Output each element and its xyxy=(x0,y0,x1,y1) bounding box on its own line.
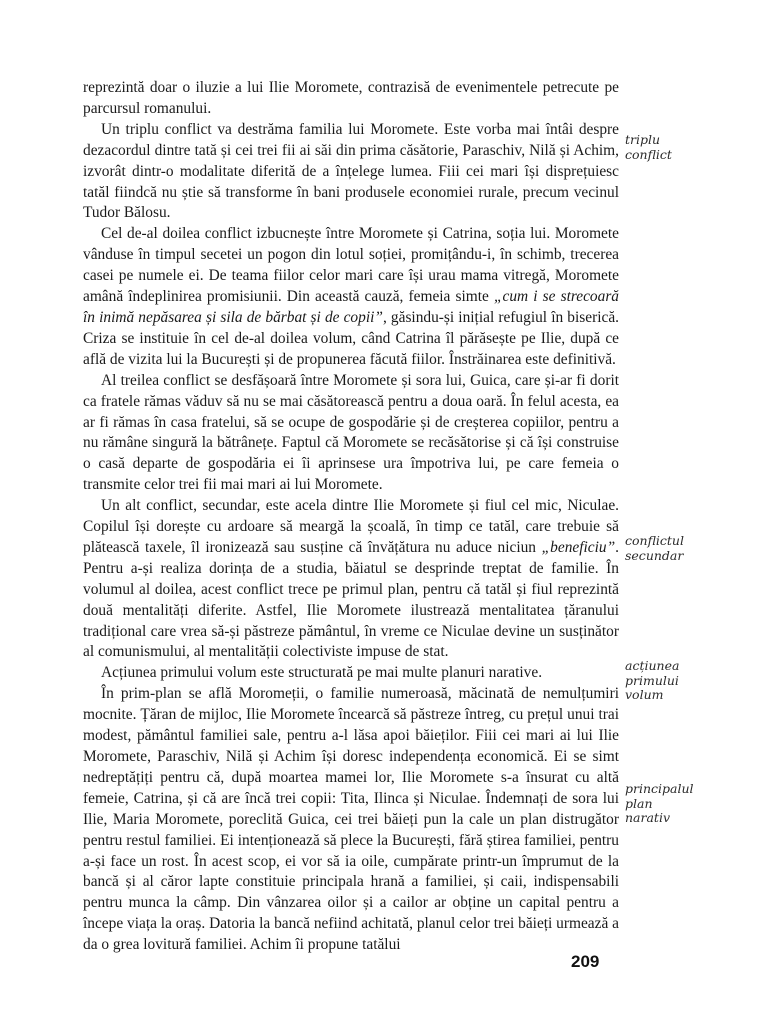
paragraph-continuation: reprezintă doar o iluzie a lui Ilie Moromete, contrazisă de evenimentele petrecute pe parcursul romanului. xyxy=(83,79,619,117)
margin-note-line: plan xyxy=(625,795,653,811)
paragraph-main-plan: În prim-plan se află Moromeții, o familie numeroasă, măcinată de nemulțumiri mocnite. Țăran de mijloc, Ilie Moromete încearcă să păstreze întreg, cu prețul unui trai modest, pământul familiei sale, pentru a-l lăsa apoi băieților. Fiii cei mari ai lui Ilie Moromete, Paraschiv, Nilă și Achim își doresc independența economică. Ei se simt nedreptățiți pentru că, după moartea mamei lor, Ilie Moromete s-a însurat cu altă femeie, Catrina, și că are încă trei copii: Tita, Ilinca și Niculae. Îndemnați de sora lui Ilie, Maria Moromete, poreclită Guica, cei trei băieți pun la cale un plan distrugător pentru restul familiei. Ei intenționează să plece la București, fără știrea familiei, pentru a-și face un rost. În acest scop, ei vor să ia oile, cumpărate printr-un împrumut de la bancă și al căror lapte constituie principala hrană a familiei, și caii, indispensabili pentru munca la câmp. Din vânzarea oilor și a cailor ar obține un capital pentru a începe viața la oraș. Datoria la bancă nefiind achitată, planul celor trei băieți urmează a da o grea lovitură familiei. Achim îi propune tatălui xyxy=(83,685,619,954)
paragraph-third-conflict: Al treilea conflict se desfășoară între Moromete și sora lui, Guica, care și-ar fi dorit ca fratele rămas văduv să nu se mai căsătorească pentru a doua oară. În felul acesta, ea ar fi rămas în casa fratelui, să se ocupe de gospodărie și de creșterea copiilor, pentru a nu rămâne singură la bătrânețe. Faptul că Moromete se recăsătorise și că își construise o casă departe de gospodăria ei îi aprinsese ura împotriva lui, pe care femeia o transmite celor trei fii mai mari ai lui Moromete. xyxy=(83,371,619,494)
paragraph-second-conflict xyxy=(83,224,619,370)
margin-note-line: principalul xyxy=(625,781,694,796)
margin-note-triplu-conflict xyxy=(625,133,735,162)
paragraph-text: Cel de-al doilea conflict izbucnește între Moromete și Catrina, soția lui. Moromete vânduse în timpul secetei un pogon din lotul soției, promițându-i, în schimb, trecerea casei pe numele ei. De teama fiilor celor mari care își urau mama vitregă, Moromete amână îndeplinirea promisiunii. Din această cauză, femeia simte xyxy=(83,225,619,306)
body-text xyxy=(83,78,619,956)
page-number: 209 xyxy=(571,952,600,971)
margin-note-line: conflictul xyxy=(625,533,684,548)
paragraph-text: , găsindu-și inițial refugiul în biserică. Criza se instituie în cel de-al doilea volum, când Catrina îl părăsește pe Ilie, după ce află de vizita lui la București și de propunerea făcută fiilor. Înstrăinarea este definitivă. xyxy=(83,308,619,368)
quote-text: „beneficiu” xyxy=(541,538,616,556)
margin-note-line: secundar xyxy=(625,547,684,563)
margin-note-line: acțiunea xyxy=(625,658,680,673)
margin-note-principalul-plan-narativ xyxy=(625,782,735,826)
margin-note-line: primului xyxy=(625,672,679,688)
paragraph-triple-conflict: Un triplu conflict va destrăma familia lui Moromete. Este vorba mai întâi despre dezacordul dintre tată și cei trei fii ai săi din prima căsătorie, Paraschiv, Nilă și Achim, izvorât dintr-o modalitate diferită de a înțelege lumea. Fiii cei mari își disprețuiesc tatăl fiindcă nu știe să transforme în bani produsele economiei rurale, precum vecinul Tudor Bălosu. xyxy=(83,120,619,222)
quote-text: „cum i se strecoară în inimă nepăsarea și sila de bărbat și de copii” xyxy=(83,288,619,326)
paragraph-secondary-conflict xyxy=(83,496,619,663)
paragraph-text: . Pentru a-și realiza dorința de a studia, băiatul se desprinde treptat de familie. În volumul al doilea, acest conflict trece pe primul plan, pentru că tatăl și fiul reprezintă două mentalități diferite. Astfel, Ilie Moromete ilustrează mentalitatea țăranului tradițional care vrea să-și păstreze pământul, în vreme ce Niculae devine un susținător al comunismului, al mentalității colectiviste impuse de stat. xyxy=(83,538,619,661)
paragraph-text: Un alt conflict, secundar, este acela dintre Ilie Moromete și fiul cel mic, Niculae. Copilul își dorește cu ardoare să meargă la școală, în timp ce tatăl, care trebuie să plătească taxele, îl ironizează sau susține că învățătura nu aduce niciun xyxy=(83,497,619,556)
margin-note-line: conflict xyxy=(625,146,672,162)
margin-note-conflictul-secundar xyxy=(625,534,735,563)
paragraph-action-structure: Acțiunea primului volum este structurată pe mai multe planuri narative. xyxy=(101,664,543,682)
margin-note-actiunea-primului-volum xyxy=(625,659,735,703)
margin-note-line: narativ xyxy=(625,810,671,825)
margin-note-line: triplu xyxy=(625,132,661,147)
margin-note-line: volum xyxy=(625,687,664,702)
